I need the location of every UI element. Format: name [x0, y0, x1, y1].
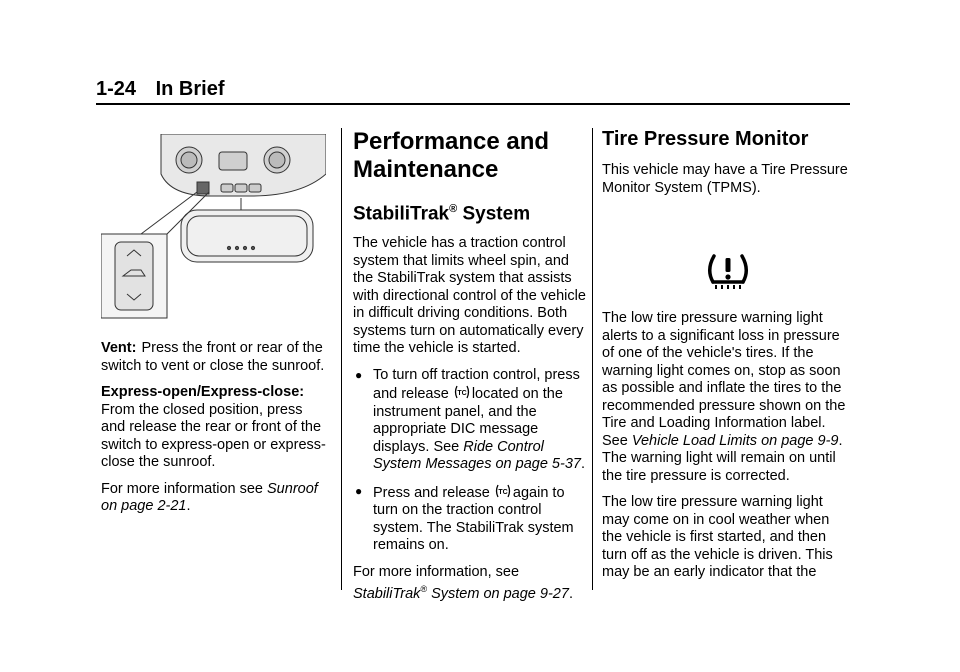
column-divider-2 [592, 128, 593, 590]
svg-text:TC: TC [498, 488, 508, 496]
tpms-paragraph-1 [602, 310, 850, 485]
stabilitrak-heading-suffix: System [457, 203, 531, 225]
vent-text: Press the front or rear of the switch to vent or close the sunroof. [101, 340, 325, 374]
stabilitrak-more-info [353, 564, 588, 604]
stabilitrak-link[interactable] [353, 586, 569, 602]
sunroof-more-info [101, 481, 326, 516]
express-label: Express-open/Express-close: [101, 384, 305, 400]
performance-heading: Performance and Maintenance [353, 128, 550, 183]
bullet2-text-b: again to turn on the traction control system. The StabiliTrak system remains on. [373, 484, 574, 554]
bullet1-text-b: located on the instrument panel, and the appropriate DIC message displays. See [373, 386, 563, 455]
vent-label: Vent: [101, 340, 137, 356]
registered-mark: ® [449, 203, 458, 215]
tpms-paragraph-2: The low tire pressure warning light may come on in cool weather when the vehicle is first started, and then turn off as the vehicle is driven. This may be an early indicator that the [602, 494, 833, 580]
stabilitrak-link-a: StabiliTrak [353, 586, 421, 603]
page-number: 1-24 [96, 78, 137, 100]
column-performance [353, 128, 588, 613]
list-item [353, 483, 588, 555]
bullet2-text-a: Press and release [373, 484, 494, 501]
bullet1-end: . [580, 456, 585, 473]
stabilitrak-heading-text: StabiliTrak [353, 203, 450, 225]
traction-control-icon [495, 483, 511, 499]
bullet-icon: ● [355, 483, 363, 498]
bullet1-text-a: To turn off traction control, press and release [373, 366, 580, 403]
section-title: In Brief [155, 78, 225, 100]
tpms-para1-a: The low tire pressure warning light alerts to a significant loss in pressure of one of the vehicle's tires. If the warning light comes on, stop as soon as possible and inflate the tires to the recommended pressure shown on the Tire and Loading Information label. See [602, 310, 846, 449]
vent-paragraph [101, 340, 326, 375]
express-paragraph [101, 384, 326, 472]
express-text: From the closed position, press and release the rear or front of the switch to express-open or express-close the sunroof. [101, 401, 326, 470]
more-info-suffix: . [186, 498, 191, 514]
column-tire-pressure [602, 128, 850, 206]
more-info-end: . [568, 586, 573, 603]
stabilitrak-intro: The vehicle has a traction control system that limits wheel spin, and the StabiliTrak system that assists with directional control of the vehicle in difficult driving conditions. Both systems turn on automatically every time the vehicle is started. [353, 235, 586, 357]
header-rule [96, 103, 850, 105]
list-item [353, 367, 588, 474]
sunroof-link[interactable]: Sunroof on page 2-21 [101, 480, 318, 514]
stabilitrak-heading [353, 198, 588, 225]
vehicle-load-limits-link[interactable]: Vehicle Load Limits on page 9-9 [631, 432, 839, 449]
tpms-para1-b: . The warning light will remain on until the tire pressure is corrected. [602, 432, 843, 484]
bullet-icon: ● [355, 367, 363, 382]
more-info-prefix: For more information, see [353, 563, 520, 580]
stabilitrak-link-b: System on page 9-27 [427, 586, 569, 603]
more-info-prefix: For more information see [101, 480, 268, 497]
tire-pressure-heading: Tire Pressure Monitor [602, 128, 809, 150]
tpms-intro: This vehicle may have a Tire Pressure Monitor System (TPMS). [602, 162, 848, 196]
svg-text:TC: TC [457, 390, 467, 398]
column-sunroof [101, 340, 326, 525]
column-divider-1 [341, 128, 342, 590]
ride-control-link[interactable]: Ride Control System Messages on page 5-37 [373, 438, 581, 473]
traction-control-icon [454, 384, 470, 400]
page-header [96, 78, 225, 101]
tire-pressure-warning-icon [704, 252, 752, 292]
column-tire-pressure-body [602, 310, 850, 591]
sunroof-switch-illustration [101, 134, 326, 320]
registered-mark: ® [420, 584, 428, 595]
